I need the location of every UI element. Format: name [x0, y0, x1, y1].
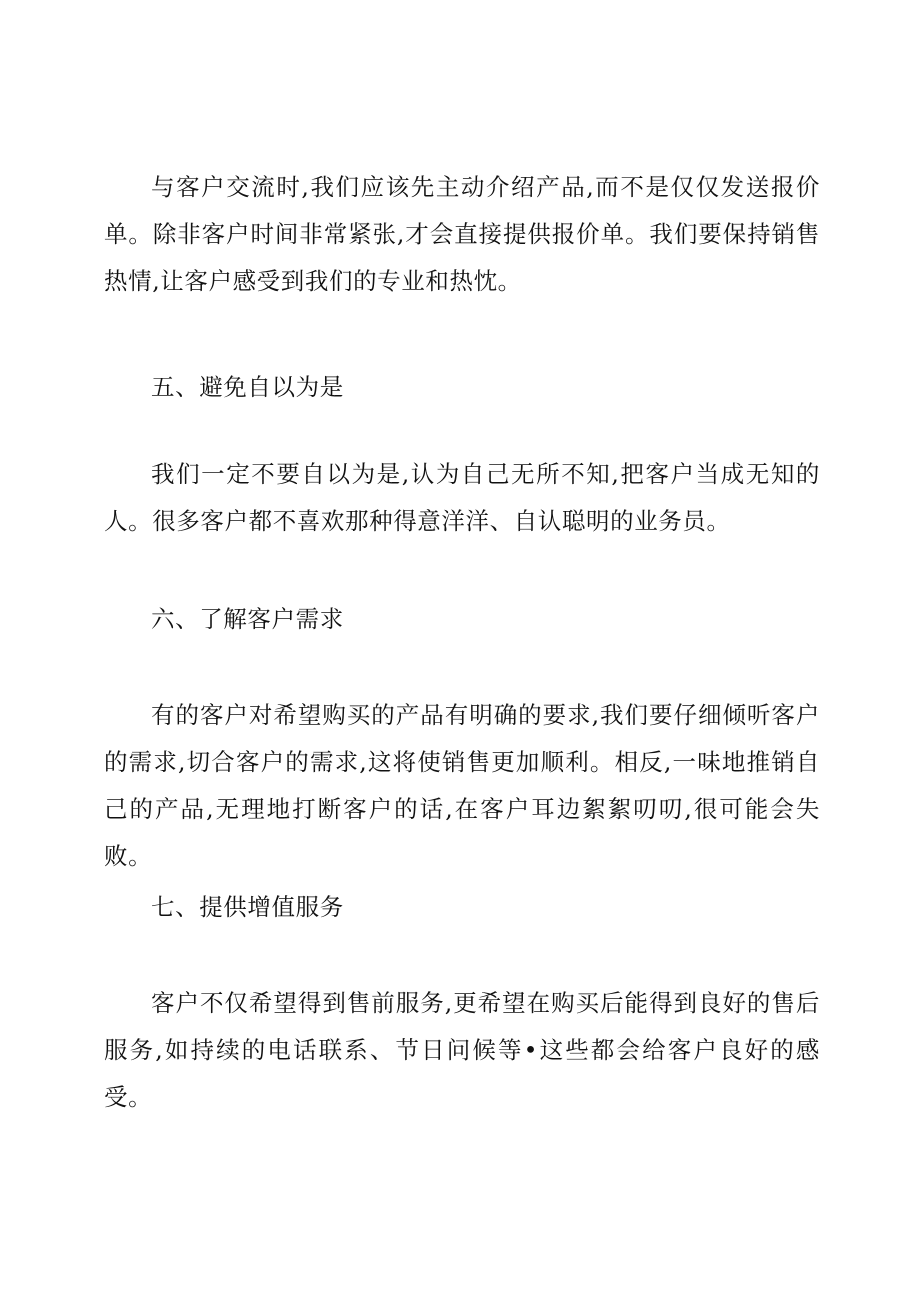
heading-section-6: 六、了解客户需求 — [151, 605, 344, 633]
paragraph-section-7: 客户不仅希望得到售前服务,更希望在购买后能得到良好的售后服务,如持续的电话联系、节日问候等•这些都会给客户良好的感受。 — [104, 989, 820, 1111]
heading-section-7: 七、提供增值服务 — [151, 893, 344, 921]
paragraph-intro: 与客户交流时,我们应该先主动介绍产品,而不是仅仅发送报价单。除非客户时间非常紧张,才会直接提供报价单。我们要保持销售热情,让客户感受到我们的专业和热忱。 — [104, 173, 820, 295]
heading-section-5: 五、避免自以为是 — [151, 373, 344, 401]
paragraph-section-6: 有的客户对希望购买的产品有明确的要求,我们要仔细倾听客户的需求,切合客户的需求,这将使销售更加顺利。相反,一味地推销自己的产品,无理地打断客户的话,在客户耳边絮絮叨叨,很可能会失败。 — [104, 701, 820, 870]
paragraph-section-5: 我们一定不要自以为是,认为自己无所不知,把客户当成无知的人。很多客户都不喜欢那种得意洋洋、自认聪明的业务员。 — [104, 460, 820, 535]
